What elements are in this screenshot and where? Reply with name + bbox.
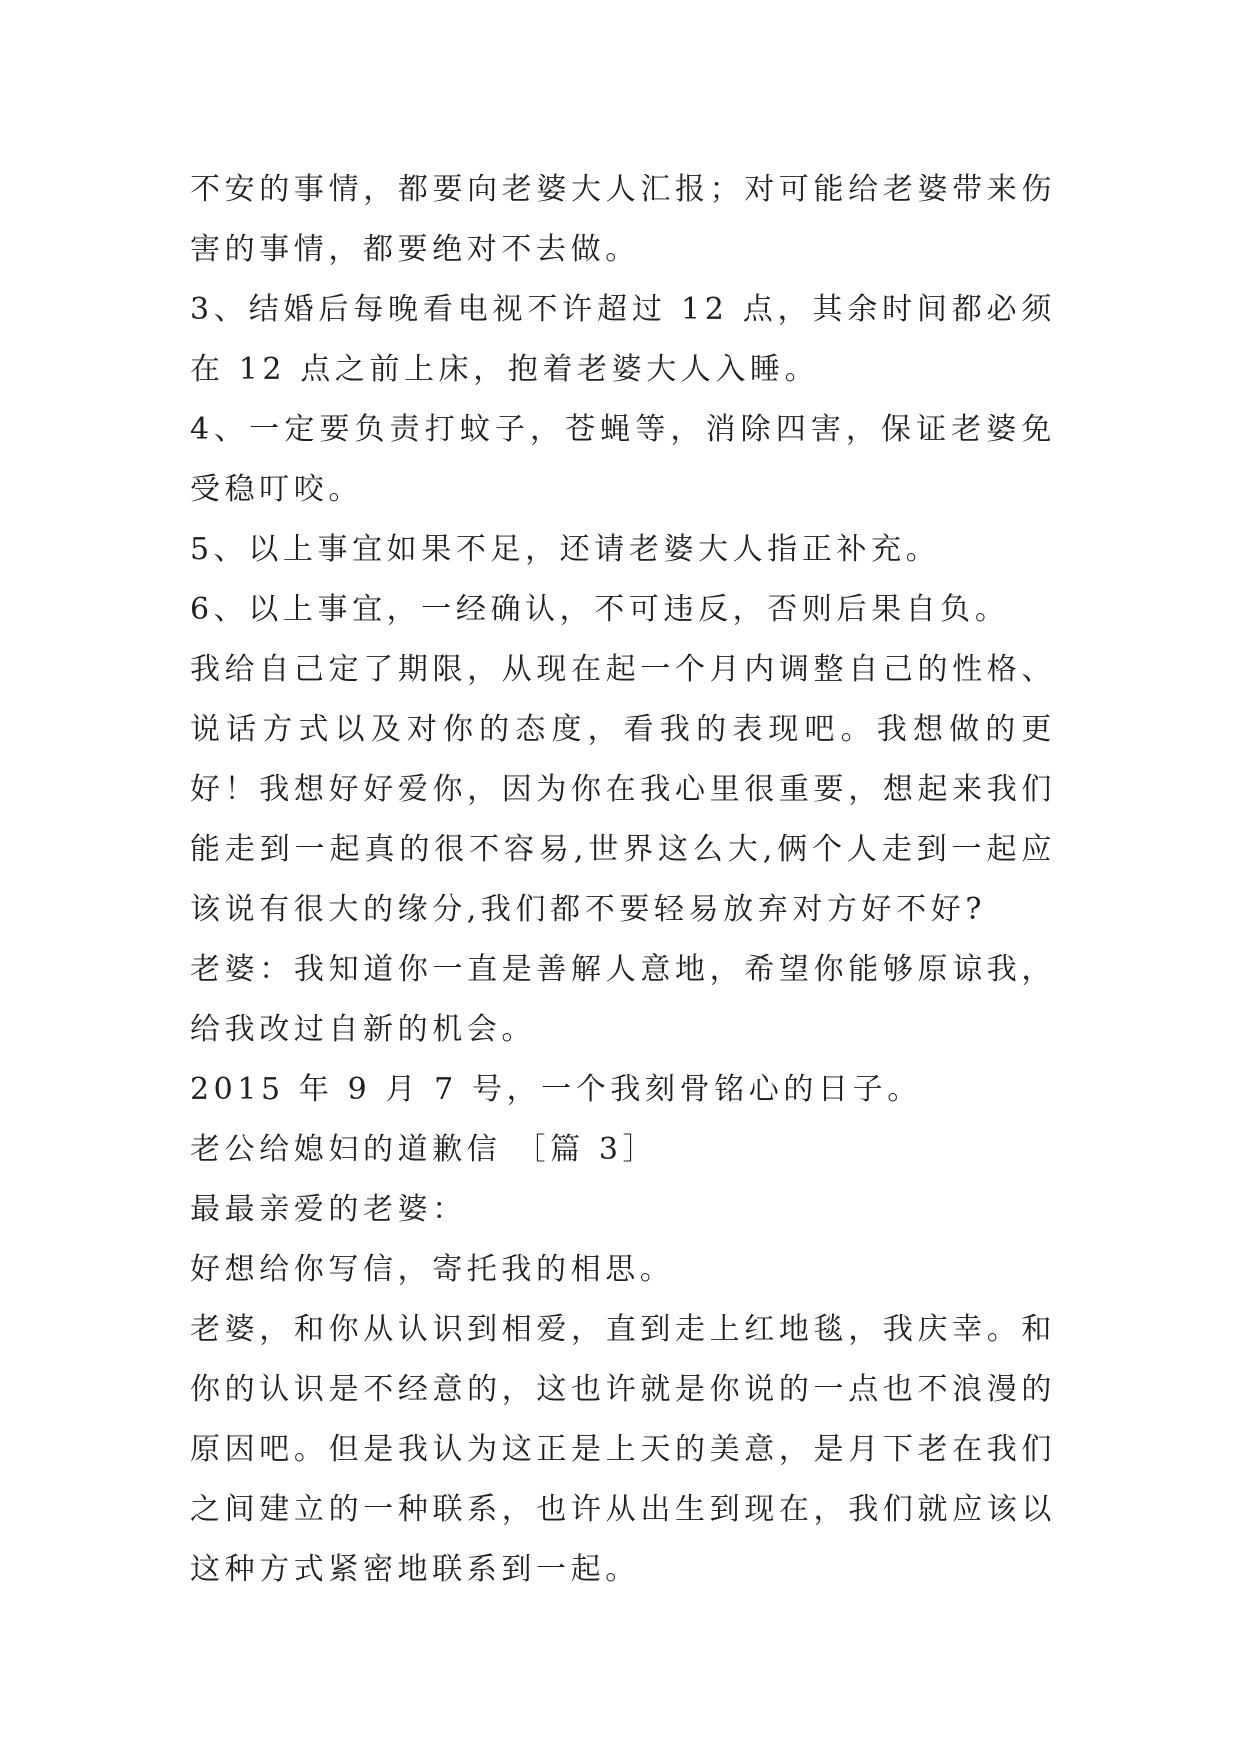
salutation: 最最亲爱的老婆：: [190, 1192, 467, 1227]
list-item-5: 5、以上事宜如果不足，还请老婆大人指正补充。: [190, 532, 941, 567]
document-page: [190, 160, 1056, 1600]
list-item-4: 4、一定要负责打蚊子，苍蝇等，消除四害，保证老婆免受稳叮咬。: [190, 412, 1056, 507]
list-item-3: 3、结婚后每晚看电视不许超过 12 点，其余时间都必须在 12 点之前上床，抱着老婆大人入睡。: [190, 292, 1056, 387]
paragraph-continuation: 不安的事情，都要向老婆大人汇报；对可能给老婆带来伤害的事情，都要绝对不去做。: [190, 172, 1056, 267]
section-heading: 老公给媳妇的道歉信 ［篇 3］: [190, 1132, 658, 1167]
paragraph-body: 老婆，和你从认识到相爱，直到走上红地毯，我庆幸。和你的认识是不经意的，这也许就是你说的一点也不浪漫的原因吧。但是我认为这正是上天的美意，是月下老在我们之间建立的一种联系，也许从出生到现在，我们就应该以这种方式紧密地联系到一起。: [190, 1312, 1056, 1587]
paragraph-promise: 我给自己定了期限，从现在起一个月内调整自己的性格、说话方式以及对你的态度，看我的表现吧。我想做的更好！我想好好爱你，因为你在我心里很重要，想起来我们能走到一起真的很不容易,世界这么大,俩个人走到一起应该说有很大的缘分,我们都不要轻易放弃对方好不好?: [190, 652, 1056, 927]
list-item-6: 6、以上事宜，一经确认，不可违反，否则后果自负。: [190, 592, 1010, 627]
paragraph-intro: 好想给你写信，寄托我的相思。: [190, 1252, 675, 1287]
paragraph-apology: 老婆：我知道你一直是善解人意地，希望你能够原谅我，给我改过自新的机会。: [190, 952, 1056, 1047]
paragraph-date: 2015 年 9 月 7 号，一个我刻骨铭心的日子。: [190, 1072, 922, 1107]
